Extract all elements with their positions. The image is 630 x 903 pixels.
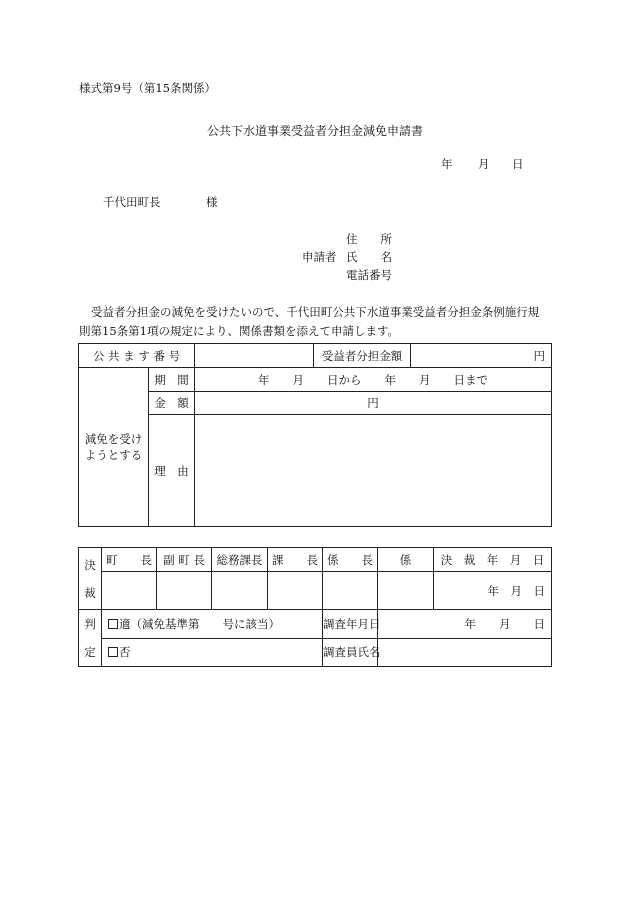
not-applicable-label: 否	[119, 645, 131, 660]
beneficiary-amount-label: 受益者分担金額	[314, 344, 411, 368]
phone-label: 電話番号	[346, 268, 392, 282]
decision-char-2: 裁	[84, 585, 96, 600]
reason-label: 理 由	[149, 415, 195, 527]
general-affairs-seal-field[interactable]	[212, 572, 268, 610]
surveyor-name-field[interactable]	[378, 638, 552, 667]
period-label: 期 間	[149, 368, 195, 392]
survey-date-label: 調査年月日	[323, 610, 378, 639]
addressee: 千代田町長	[103, 195, 161, 209]
date-day: 日	[512, 157, 524, 171]
date-year: 年	[441, 157, 453, 171]
applicable-checkbox[interactable]	[108, 619, 118, 629]
approval-table	[78, 547, 552, 667]
subsection-chief-seal-field[interactable]	[323, 572, 378, 610]
public-number-field[interactable]	[195, 344, 314, 368]
reduction-label-line-2: ようとする	[84, 448, 143, 462]
vice-mayor-seal-field[interactable]	[157, 572, 212, 610]
section-chief-seal-field[interactable]	[268, 572, 323, 610]
applicable-option[interactable]	[102, 610, 323, 639]
honorific: 様	[206, 195, 218, 209]
public-number-label: 公 共 ま す 番 号	[79, 344, 195, 368]
reduction-table	[78, 343, 552, 527]
address-label: 住 所	[346, 232, 392, 246]
judgement-char-2: 定	[84, 645, 96, 659]
decision-date-label: 決 裁 年 月 日	[434, 548, 552, 572]
subsection-chief-label: 係 長	[323, 548, 378, 572]
staff-seal-field[interactable]	[378, 572, 434, 610]
amount-field[interactable]: 円	[195, 392, 552, 415]
reason-field[interactable]	[195, 415, 552, 527]
not-applicable-option[interactable]	[102, 638, 323, 667]
mayor-label: 町 長	[102, 548, 157, 572]
applicant-label: 申請者	[302, 250, 337, 264]
document-title: 公共下水道事業受益者分担金減免申請書	[207, 124, 424, 138]
not-applicable-checkbox[interactable]	[108, 647, 118, 657]
reduction-label-line-1: 減免を受け	[84, 432, 143, 446]
reduction-request-label	[79, 368, 149, 527]
vice-mayor-label: 副 町 長	[157, 548, 212, 572]
form-number: 様式第9号（第15条関係）	[79, 81, 216, 95]
decision-vertical-label	[79, 548, 102, 610]
period-field[interactable]: 年 月 日から 年 月 日まで	[195, 368, 552, 392]
decision-date-field[interactable]: 年 月 日	[434, 572, 552, 610]
name-label: 氏 名	[346, 250, 392, 264]
beneficiary-amount-field[interactable]: 円	[411, 344, 552, 368]
amount-label: 金 額	[149, 392, 195, 415]
decision-char-1: 決	[84, 557, 96, 572]
body-text-line-1: 受益者分担金の減免を受けたいので、千代田町公共下水道事業受益者分担金条例施行規	[91, 305, 540, 319]
applicable-label: 適（減免基準第 号に該当）	[119, 616, 280, 631]
section-chief-label: 課 長	[268, 548, 323, 572]
date-month: 月	[478, 157, 490, 171]
survey-date-field[interactable]: 年 月 日	[378, 610, 552, 639]
judgement-char-1: 判	[84, 617, 96, 631]
surveyor-name-label: 調査員氏名	[323, 638, 378, 667]
mayor-seal-field[interactable]	[102, 572, 157, 610]
staff-label: 係	[378, 548, 434, 572]
body-text-line-2: 則第15条第1項の規定により、関係書類を添えて申請します。	[79, 324, 400, 338]
judgement-vertical-label	[79, 610, 102, 667]
general-affairs-chief-label: 総務課長	[212, 548, 268, 572]
